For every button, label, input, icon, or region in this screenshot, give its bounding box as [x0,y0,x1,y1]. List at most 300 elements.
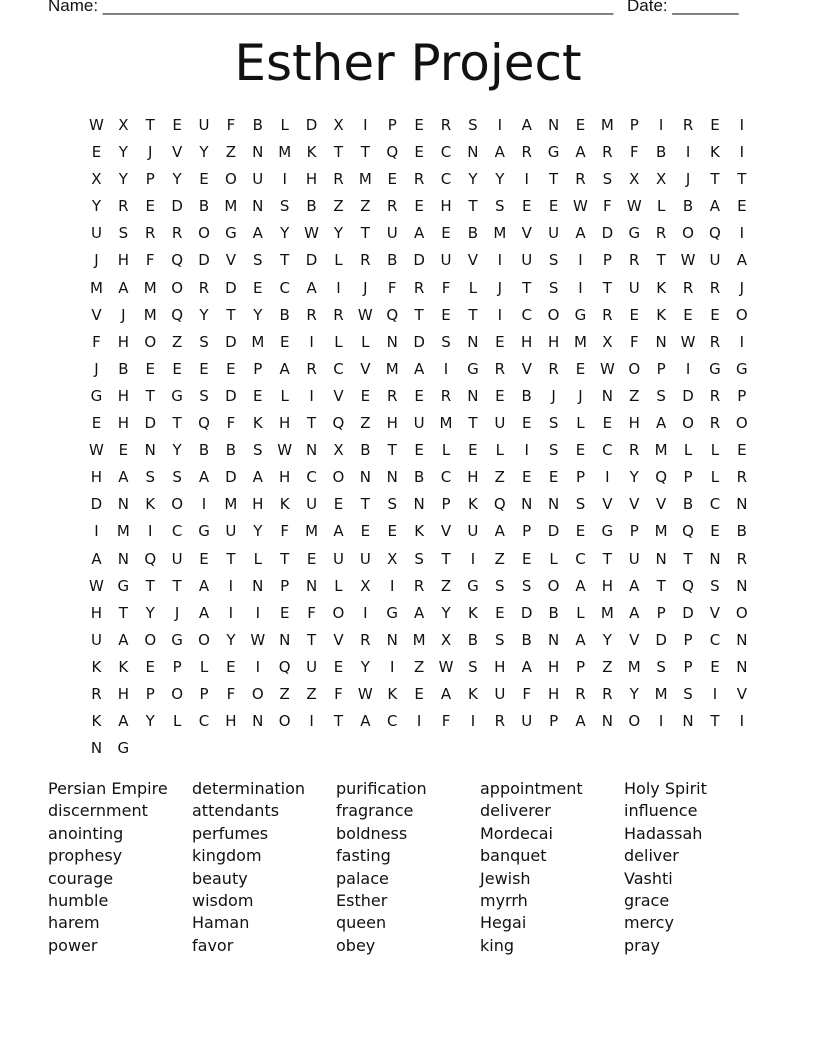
grid-letter: N [386,468,398,487]
grid-letter: J [121,305,126,324]
grid-letter: B [306,197,317,216]
grid-letter: Y [199,305,209,324]
grid-letter: U [413,414,425,433]
grid-letter: E [521,549,532,568]
grid-letter: T [710,712,720,731]
grid-letter: E [521,468,532,487]
grid-letter: F [226,684,236,703]
grid-letter: E [199,170,209,189]
grid-letter: U [521,251,533,270]
grid-letter: K [467,603,478,622]
grid-letter: C [440,170,452,189]
grid-letter: E [253,278,263,297]
grid-letter: A [709,197,721,216]
grid-letter: Y [333,224,344,243]
grid-letter: N [736,630,748,649]
grid-letter: M [251,332,265,351]
grid-letter: K [467,684,478,703]
grid-letter: H [440,197,452,216]
grid-letter: E [145,359,155,378]
grid-letter: A [198,468,210,487]
grid-letter: S [602,170,613,189]
grid-letter: R [602,684,613,703]
grid-letter: A [118,468,129,487]
grid-letter: L [710,468,720,487]
grid-letter: A [414,359,425,378]
grid-letter: A [360,712,371,731]
grid-letter: T [333,143,344,162]
grid-letter: R [440,386,452,405]
grid-letter: R [736,549,748,568]
grid-letter: S [656,386,666,405]
word-column [48,778,192,957]
grid-letter: E [629,305,639,324]
grid-letter: Q [682,576,694,595]
grid-letter: A [198,603,210,622]
grid-letter: A [736,251,747,270]
grid-letter: E [172,359,182,378]
grid-letter: L [334,576,343,595]
grid-letter: O [171,684,184,703]
grid-letter: P [629,116,639,134]
grid-letter: P [737,386,747,405]
grid-letter: R [440,116,452,134]
grid-letter: T [360,495,370,514]
grid-letter: R [602,305,613,324]
grid-letter: S [468,116,478,134]
grid-letter: V [333,630,344,649]
grid-letter: A [575,143,586,162]
grid-letter: K [91,657,102,676]
grid-letter: U [332,549,344,568]
grid-letter: F [629,332,639,351]
grid-letter: M [493,224,507,243]
grid-letter: K [710,143,720,162]
grid-letter: V [629,495,640,514]
grid-letter: J [685,170,691,189]
grid-letter: U [225,522,237,541]
grid-letter: E [279,332,290,351]
grid-letter: M [116,522,130,541]
grid-letter: I [255,657,260,676]
grid-letter: D [682,386,694,405]
grid-letter: U [628,549,640,568]
grid-letter: O [171,278,184,297]
grid-letter: F [307,603,316,622]
grid-letter: L [683,441,693,460]
name-field-label[interactable]: Name: ______________________________________________________ [48,0,614,15]
grid-letter: H [279,468,291,487]
grid-letter: I [416,712,422,731]
grid-letter: L [576,414,585,433]
grid-letter: N [144,441,156,460]
grid-letter: H [494,657,506,676]
grid-letter: R [306,305,317,324]
grid-letter: N [359,468,371,487]
grid-letter: I [497,116,503,134]
grid-letter: C [575,549,586,568]
grid-letter: F [92,332,101,351]
grid-letter: I [363,116,368,134]
word-column [192,778,336,957]
grid-letter: K [252,414,263,433]
grid-letter: A [521,116,532,134]
grid-letter: W [357,684,373,703]
word-bank-item: anointing [48,823,124,843]
grid-letter: S [656,657,666,676]
grid-letter: A [414,603,425,622]
word-bank-item: Jewish [480,868,531,888]
grid-letter: C [440,143,452,162]
grid-letter: T [468,414,478,433]
grid-letter: E [548,197,559,216]
grid-letter: A [575,224,586,243]
grid-letter: O [735,414,748,433]
grid-letter: F [226,414,236,433]
grid-letter: E [414,116,424,134]
grid-letter: S [495,576,505,595]
grid-letter: M [654,522,668,541]
grid-letter: E [441,305,451,324]
grid-letter: E [145,657,155,676]
grid-letter: S [548,441,559,460]
grid-letter: S [253,441,263,460]
grid-letter: B [521,386,532,405]
grid-letter: A [91,549,102,568]
grid-letter: R [629,441,640,460]
grid-letter: D [520,603,533,622]
grid-letter: T [710,170,720,189]
grid-letter: N [467,143,479,162]
grid-letter: S [199,386,209,405]
grid-letter: J [363,278,368,297]
grid-letter: M [278,143,292,162]
grid-letter: C [602,441,613,460]
grid-letter: L [280,116,289,134]
grid-letter: I [658,116,664,134]
grid-letter: S [710,576,720,595]
grid-letter: E [226,359,236,378]
grid-letter: V [360,359,371,378]
grid-letter: D [655,630,667,649]
grid-letter: T [118,603,128,622]
grid-letter: X [602,332,613,351]
grid-letter: S [521,576,532,595]
grid-letter: E [575,116,586,134]
grid-letter: G [467,576,479,595]
grid-letter: D [682,603,694,622]
grid-letter: M [143,305,157,324]
grid-letter: T [441,549,451,568]
grid-letter: R [306,359,317,378]
grid-letter: T [468,197,478,216]
grid-letter: W [277,441,293,460]
grid-letter: A [629,603,640,622]
grid-letter: P [575,468,585,487]
word-bank-item: favor [192,935,234,955]
grid-letter: R [413,278,425,297]
grid-letter: W [89,116,104,134]
grid-letter: W [680,332,696,351]
grid-letter: J [578,386,583,405]
grid-letter: V [521,359,532,378]
grid-letter: B [413,468,425,487]
grid-letter: F [441,712,451,731]
grid-letter: P [575,657,585,676]
grid-letter: B [656,143,667,162]
word-column [480,778,624,957]
grid-letter: E [145,197,155,216]
grid-letter: D [413,332,425,351]
grid-letter: T [683,549,693,568]
grid-letter: R [387,386,398,405]
grid-letter: O [332,603,345,622]
grid-letter: Y [145,712,155,731]
grid-letter: I [309,332,314,351]
grid-letter: Y [199,143,209,162]
grid-letter: G [467,359,479,378]
grid-letter: N [467,386,479,405]
grid-letter: Z [360,414,371,433]
grid-letter: H [386,414,398,433]
grid-letter: N [386,630,398,649]
grid-letter: J [497,278,503,297]
word-bank-item: grace [624,891,670,911]
grid-letter: N [252,712,264,731]
grid-letter: S [145,468,155,487]
grid-letter: X [333,116,344,134]
grid-letter: W [599,359,615,378]
grid-letter: R [360,251,371,270]
grid-letter: E [683,305,693,324]
word-bank-item: obey [336,935,376,955]
grid-letter: O [198,224,210,243]
grid-letter: F [334,684,343,703]
word-bank-item: Persian Empire [48,779,168,798]
grid-letter: C [387,712,398,731]
grid-letter: N [386,332,398,351]
grid-letter: T [656,251,666,270]
grid-letter: H [279,414,291,433]
grid-letter: G [198,522,210,541]
grid-letter: J [174,603,180,622]
grid-letter: J [94,251,99,270]
grid-letter: C [709,630,721,649]
word-bank-item: fragrance [336,801,414,821]
grid-letter: R [682,278,694,297]
grid-letter: H [117,251,129,270]
word-bank-item: pray [624,935,661,955]
grid-letter: F [145,251,155,270]
grid-letter: W [680,251,696,270]
grid-letter: K [306,143,317,162]
grid-letter: Z [494,549,505,568]
grid-letter: T [226,549,236,568]
grid-letter: E [521,197,532,216]
grid-letter: U [521,712,533,731]
page-title: Esther Project [234,34,582,92]
grid-letter: A [118,630,129,649]
grid-letter: I [524,441,529,460]
grid-letter: A [333,522,344,541]
word-bank-item: wisdom [192,891,254,911]
grid-letter: F [226,116,236,134]
grid-letter: M [143,278,157,297]
grid-letter: D [90,495,103,514]
grid-letter: S [548,278,559,297]
grid-letter: T [737,170,747,189]
grid-letter: Y [172,170,182,189]
grid-letter: O [682,414,694,433]
grid-letter: U [440,251,452,270]
grid-letter: O [144,630,157,649]
grid-letter: B [548,603,559,622]
grid-letter: Q [682,522,694,541]
grid-letter: T [549,170,559,189]
grid-letter: J [148,143,153,162]
grid-letter: U [386,224,398,243]
grid-letter: T [306,630,317,649]
grid-letter: T [172,414,182,433]
grid-letter: E [91,143,102,162]
grid-letter: E [253,386,263,405]
word-bank-item: determination [192,779,306,798]
grid-letter: H [547,332,560,351]
grid-letter: O [144,332,157,351]
grid-letter: M [358,170,372,189]
word-bank-item: fasting [336,846,391,866]
grid-letter: Y [91,197,102,216]
grid-letter: E [495,386,505,405]
grid-letter: E [279,603,290,622]
grid-letter: B [682,495,694,514]
grid-letter: Y [145,603,155,622]
grid-letter: V [333,386,344,405]
grid-letter: M [654,684,668,703]
grid-letter: E [495,332,505,351]
grid-letter: H [117,332,129,351]
grid-letter: P [602,251,612,270]
grid-letter: E [710,522,720,541]
grid-letter: E [468,441,478,460]
grid-letter: Y [253,522,263,541]
grid-letter: E [575,441,586,460]
grid-letter: I [739,224,745,243]
grid-letter: M [574,332,587,351]
grid-letter: E [118,441,129,460]
word-bank-item: purification [336,779,427,798]
grid-letter: S [441,332,451,351]
grid-letter: T [602,549,612,568]
grid-letter: T [306,414,317,433]
grid-letter: H [628,414,640,433]
grid-letter: T [468,305,478,324]
grid-letter: J [739,278,745,297]
grid-letter: G [601,522,614,541]
grid-letter: O [682,224,694,243]
grid-letter: A [279,359,290,378]
grid-letter: L [172,712,182,731]
grid-letter: B [198,441,210,460]
grid-letter: I [470,712,476,731]
date-field-label[interactable]: Date: _______ [627,0,739,15]
grid-letter: E [387,170,397,189]
grid-letter: D [305,251,318,270]
word-bank-item: deliver [624,846,679,866]
grid-letter: V [225,251,237,270]
grid-letter: A [414,224,425,243]
grid-letter: N [601,712,613,731]
grid-letter: U [359,549,371,568]
grid-letter: Y [253,305,263,324]
grid-letter: L [280,386,289,405]
grid-letter: R [494,359,506,378]
grid-letter: K [656,305,667,324]
grid-letter: W [304,224,319,243]
grid-letter: R [629,251,640,270]
grid-letter: D [413,251,425,270]
grid-letter: Z [629,386,640,405]
word-bank-item: courage [48,868,114,888]
grid-letter: G [90,386,103,405]
grid-letter: Z [171,332,183,351]
grid-letter: Y [118,170,128,189]
grid-letter: U [306,495,318,514]
grid-letter: M [600,116,614,134]
grid-letter: E [521,414,532,433]
grid-letter: N [547,495,560,514]
grid-letter: B [198,197,210,216]
grid-letter: R [145,224,156,243]
grid-letter: L [576,603,585,622]
grid-letter: K [387,684,398,703]
grid-letter: V [91,305,102,324]
grid-letter: T [656,576,666,595]
grid-letter: P [199,684,209,703]
grid-letter: R [521,143,532,162]
grid-letter: T [145,576,155,595]
grid-letter: T [602,278,612,297]
grid-letter: B [682,197,694,216]
grid-letter: J [94,359,99,378]
grid-letter: R [602,143,613,162]
grid-letter: X [333,441,344,460]
grid-letter: P [387,116,397,134]
grid-letter: P [253,359,263,378]
grid-letter: C [279,278,290,297]
word-bank-item: boldness [336,823,408,843]
grid-letter: I [578,251,583,270]
grid-letter: E [441,224,451,243]
grid-letter: F [603,197,612,216]
grid-letter: N [736,495,748,514]
grid-letter: T [333,712,344,731]
grid-letter: E [414,197,424,216]
grid-letter: A [494,143,505,162]
grid-letter: I [282,170,287,189]
grid-letter: N [252,197,264,216]
grid-letter: X [91,170,102,189]
grid-letter: C [440,468,452,487]
grid-letter: H [601,576,613,595]
grid-letter: D [225,278,237,297]
grid-letter: E [387,522,397,541]
grid-letter: G [117,576,130,595]
grid-letter: P [656,603,666,622]
word-bank-item: influence [624,801,698,821]
grid-letter: E [710,116,720,134]
grid-letter: Z [602,657,613,676]
